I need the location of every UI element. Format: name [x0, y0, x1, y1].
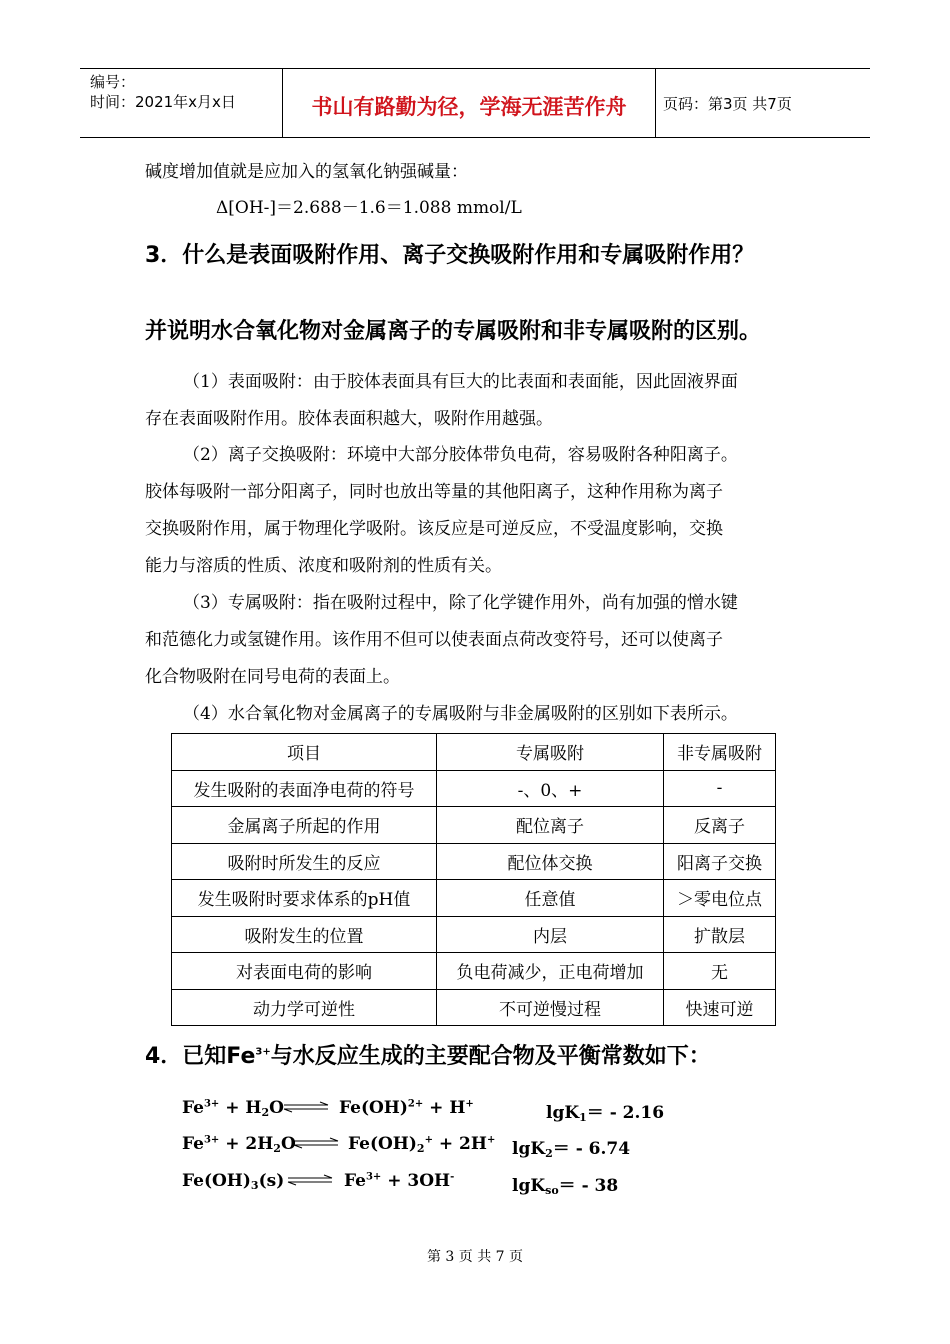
eq-text: lgK — [546, 1103, 580, 1123]
table-cell: 对表面电荷的影响 — [172, 953, 437, 990]
table-header-cell: 项目 — [172, 734, 437, 771]
table-cell: 配位体交换 — [437, 843, 664, 880]
eq-sub: so — [545, 1184, 559, 1197]
eq-sup: + — [486, 1134, 496, 1146]
eq-text: (s) — [258, 1171, 285, 1191]
page-footer: 第 3 页 共 7 页 — [426, 1249, 524, 1265]
table-row — [172, 880, 776, 917]
table-cell: 动力学可逆性 — [172, 989, 437, 1026]
q3-text-line: 存在表面吸附作用。胶体表面积越大，吸附作用越强。 — [145, 409, 553, 429]
table-cell: 无 — [664, 953, 776, 990]
table-cell: 负电荷减少，正电荷增加 — [437, 953, 664, 990]
eq3-right — [344, 1171, 454, 1191]
equilibrium-arrow-icon — [282, 1100, 330, 1114]
q3-text-line: 能力与溶质的性质、浓度和吸附剂的性质有关。 — [145, 556, 502, 576]
table-header-row — [172, 734, 776, 771]
table-cell: 扩散层 — [664, 916, 776, 953]
q3-text-line: （4）水合氧化物对金属离子的专属吸附与非金属吸附的区别如下表所示。 — [183, 704, 738, 724]
eq2-left — [182, 1134, 296, 1155]
eq1-right — [339, 1098, 474, 1118]
table-cell: 任意值 — [437, 880, 664, 917]
adsorption-comparison-table — [171, 733, 776, 1026]
number-label: 编号： — [90, 73, 136, 91]
q4-title — [145, 1043, 711, 1071]
table-cell: 发生吸附的表面净电荷的符号 — [172, 770, 437, 807]
eq-sup: 3+ — [365, 1171, 382, 1183]
table-row — [172, 807, 776, 844]
q3-text-line: 和范德化力或氢键作用。该作用不但可以使表面点荷改变符号，还可以使离子 — [145, 630, 723, 650]
table-cell: 内层 — [437, 916, 664, 953]
intro-line: 碱度增加值就是应加入的氢氧化钠强碱量： — [145, 162, 468, 182]
eq-text: lgK — [512, 1139, 546, 1159]
equilibrium-arrow-icon — [292, 1136, 340, 1150]
table-cell: 阳离子交换 — [664, 843, 776, 880]
eq-sup: + — [465, 1098, 474, 1110]
table-row — [172, 843, 776, 880]
page-header — [80, 68, 870, 138]
date-label: 时间：2021年x月x日 — [90, 93, 236, 111]
eq2-constant — [512, 1134, 630, 1160]
table-cell: 配位离子 — [437, 807, 664, 844]
q4-title-sup: 3+ — [255, 1046, 271, 1058]
eq-text: O — [280, 1134, 296, 1154]
table-header-cell: 专属吸附 — [437, 734, 664, 771]
eq-text: ＝ - 6.74 — [552, 1139, 631, 1159]
table-cell: 吸附发生的位置 — [172, 916, 437, 953]
eq-sup: 3+ — [203, 1134, 220, 1146]
q3-text-line: （1）表面吸附：由于胶体表面具有巨大的比表面和表面能，因此固液界面 — [183, 372, 738, 392]
eq3-constant — [512, 1171, 618, 1197]
q3-title-line2: 并说明水合氧化物对金属离子的专属吸附和非专属吸附的区别。 — [145, 319, 762, 344]
table-cell: ＞零电位点 — [664, 880, 776, 917]
eq-sub: 2 — [545, 1147, 553, 1160]
table-cell: 反离子 — [664, 807, 776, 844]
q3-text-line: 交换吸附作用，属于物理化学吸附。该反应是可逆反应，不受温度影响，交换 — [145, 519, 723, 539]
equilibrium-arrow-icon — [286, 1173, 334, 1187]
table-row — [172, 953, 776, 990]
header-right-cell — [655, 69, 870, 137]
eq-text: + H — [423, 1098, 466, 1118]
eq3-left — [182, 1171, 284, 1192]
eq-text: Fe — [182, 1134, 204, 1154]
eq-sub: 2 — [416, 1142, 425, 1155]
table-cell: 吸附时所发生的反应 — [172, 843, 437, 880]
eq-sub: 2 — [261, 1106, 270, 1119]
eq-text: + H — [219, 1098, 262, 1118]
eq-text: ＝ - 38 — [558, 1176, 619, 1196]
eq-sup: 2+ — [407, 1098, 424, 1110]
q3-text-line: （3）专属吸附：指在吸附过程中，除了化学键作用外，尚有加强的憎水键 — [183, 593, 738, 613]
table-cell: - — [664, 770, 776, 807]
q4-title-a: 4．已知Fe — [145, 1044, 256, 1069]
eq-text: Fe(OH) — [348, 1134, 417, 1154]
eq-text: Fe — [182, 1098, 204, 1118]
eq-text: ＝ - 2.16 — [586, 1103, 665, 1123]
q3-text-line: （2）离子交换吸附：环境中大部分胶体带负电荷，容易吸附各种阳离子。 — [183, 445, 738, 465]
table-row — [172, 916, 776, 953]
eq-text: O — [269, 1098, 284, 1118]
header-left-cell — [80, 69, 282, 137]
table-cell: 发生吸附时要求体系的pH值 — [172, 880, 437, 917]
eq-text: + 3OH — [381, 1171, 451, 1191]
intro-formula: Δ[OH-]＝2.688－1.6＝1.088 mmol/L — [216, 198, 522, 218]
eq-sup: + — [424, 1134, 433, 1146]
q3-title-line1: 3．什么是表面吸附作用、离子交换吸附作用和专属吸附作用？ — [145, 243, 755, 268]
eq-text: + 2H — [219, 1134, 274, 1154]
table-cell: 金属离子所起的作用 — [172, 807, 437, 844]
q3-text-line: 化合物吸附在同号电荷的表面上。 — [145, 667, 400, 687]
eq-text: Fe(OH) — [339, 1098, 408, 1118]
eq-sub: 2 — [273, 1142, 281, 1155]
eq-text: + 2H — [432, 1134, 487, 1154]
table-row — [172, 989, 776, 1026]
eq-text: lgK — [512, 1176, 546, 1196]
eq2-right — [348, 1134, 495, 1155]
page-code: 页码：第3页 共7页 — [663, 95, 792, 113]
motto: 书山有路勤为径，学海无涯苦作舟 — [311, 95, 627, 119]
eq1-left — [182, 1098, 284, 1119]
eq-sup: 3+ — [203, 1098, 220, 1110]
table-cell: -、0、+ — [437, 770, 664, 807]
table-header-cell: 非专属吸附 — [664, 734, 776, 771]
q3-text-line: 胶体每吸附一部分阳离子，同时也放出等量的其他阳离子，这种作用称为离子 — [145, 482, 723, 502]
q4-title-b: 与水反应生成的主要配合物及平衡常数如下： — [270, 1044, 711, 1069]
eq1-constant — [546, 1098, 664, 1124]
eq-text: Fe — [344, 1171, 366, 1191]
header-middle-cell — [282, 69, 656, 137]
eq-sub: 1 — [579, 1111, 587, 1124]
eq-sup: - — [450, 1171, 455, 1183]
table-cell: 不可逆慢过程 — [437, 989, 664, 1026]
table-row — [172, 770, 776, 807]
eq-text: Fe(OH) — [182, 1171, 251, 1191]
eq-sub: 3 — [250, 1179, 259, 1192]
table-cell: 快速可逆 — [664, 989, 776, 1026]
